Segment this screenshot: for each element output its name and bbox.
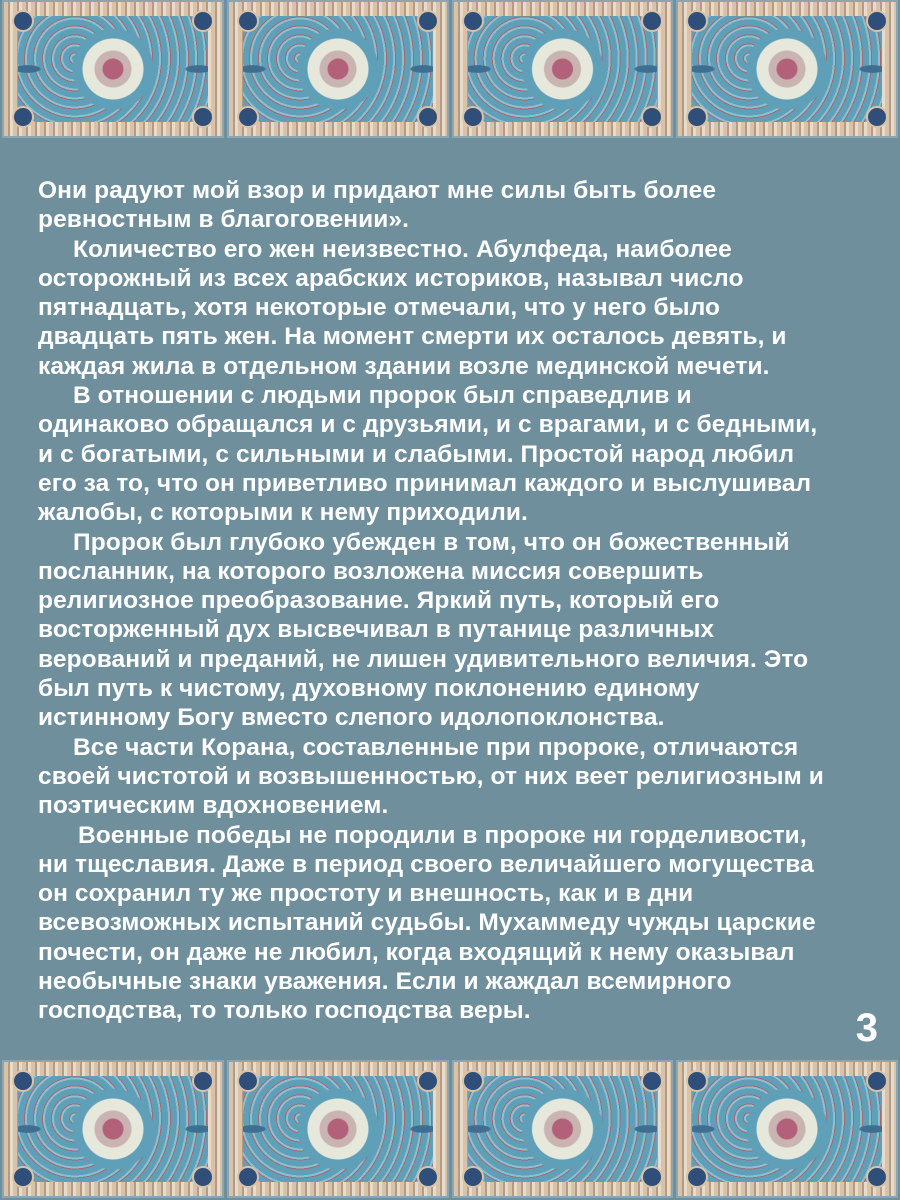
text-line: одинаково обращался и с друзьями, и с врагами, и с бедными,	[38, 411, 818, 439]
carpet-banner-top	[0, 0, 900, 138]
text-line: истинному Богу вместо слепого идолопоклонства.	[38, 704, 665, 732]
text-line: необычные знаки уважения. Если и жаждал всемирного	[38, 968, 732, 996]
text-line: и с богатыми, с сильными и слабыми. Простой народ любил	[38, 440, 795, 468]
carpet-image	[452, 0, 674, 138]
carpet-image	[676, 1060, 898, 1198]
text-line: ни тщеславия. Даже в период своего величайшего могущества	[38, 850, 814, 878]
text-line: его за то, что он приветливо принимал каждого и выслушивал	[38, 469, 812, 497]
carpet-image	[2, 0, 224, 138]
text-line: своей чистотой и возвышенностью, от них веет религиозным и	[38, 762, 824, 790]
carpet-image	[452, 1060, 674, 1198]
text-line: каждая жила в отдельном здании возле мединской мечети.	[38, 352, 770, 380]
body-text	[38, 176, 824, 1026]
text-line: Пророк был глубоко убежден в том, что он божественный	[73, 528, 790, 556]
carpet-image	[676, 0, 898, 138]
text-line: жалобы, с которыми к нему приходили.	[38, 499, 528, 527]
text-line: был путь к чистому, духовному поклонению единому	[38, 675, 700, 703]
text-line: двадцать пять жен. На момент смерти их осталось девять, и	[38, 323, 787, 351]
text-line: Количество его жен неизвестно. Абулфеда, наиболее	[73, 235, 732, 263]
carpet-image	[2, 1060, 224, 1198]
text-line: В отношении с людьми пророк был справедлив и	[73, 382, 692, 410]
text-line: он сохранил ту же простоту и внешность, как и в дни	[38, 880, 694, 908]
page-number: 3	[855, 1006, 878, 1050]
text-line: Они радуют мой взор и придают мне силы быть более	[38, 177, 717, 204]
carpet-image	[227, 1060, 449, 1198]
carpet-image	[227, 0, 449, 138]
text-line: религиозное преобразование. Яркий путь, который его	[38, 587, 720, 615]
text-line: верований и преданий, не лишен удивительного величия. Это	[38, 645, 809, 673]
text-line: Военные победы не породили в пророке ни горделивости,	[78, 821, 807, 849]
text-line: пятнадцать, хотя некоторые отмечали, что у него было	[38, 294, 721, 322]
text-line: Все части Корана, составленные при пророке, отличаются	[73, 733, 799, 761]
text-line: почести, он даже не любил, когда входящий к нему оказывал	[38, 938, 795, 966]
text-line: посланник, на которого возложена миссия совершить	[38, 557, 704, 585]
text-line: поэтическим вдохновением.	[38, 792, 389, 820]
text-line: восторженный дух высвечивал в путанице различных	[38, 616, 715, 644]
text-line: осторожный из всех арабских историков, называл число	[38, 264, 744, 292]
text-line: всевозможных испытаний судьбы. Мухаммеду чужды царские	[38, 909, 816, 937]
carpet-banner-bottom	[0, 1060, 900, 1198]
text-line: господства, то только господства веры.	[38, 997, 531, 1025]
text-line: ревностным в благоговении».	[38, 206, 410, 234]
